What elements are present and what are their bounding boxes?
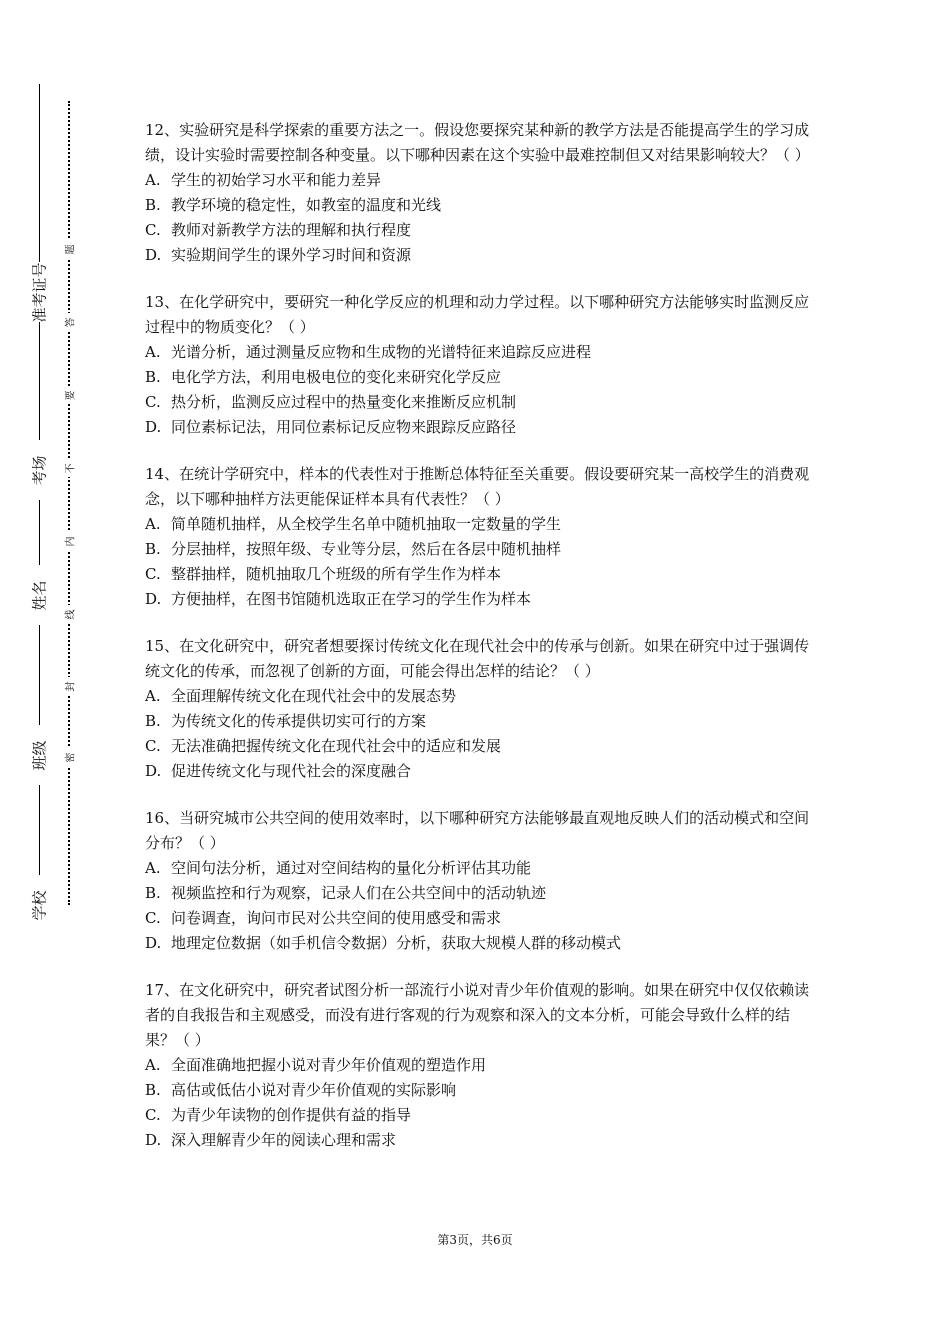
option-text: 问卷调查，询问市民对公共空间的使用感受和需求 (171, 909, 502, 927)
option-text: 教师对新教学方法的理解和执行程度 (171, 221, 412, 239)
option-letter: A. (145, 859, 161, 877)
question-list (145, 118, 817, 1175)
option-letter: B. (145, 1081, 161, 1099)
page-footer: 第3页，共6页 (437, 1233, 513, 1247)
option-a[interactable] (145, 340, 817, 365)
option-c[interactable] (145, 390, 817, 415)
option-c[interactable] (145, 562, 817, 587)
option-b[interactable] (145, 365, 817, 390)
option-letter: D. (145, 246, 162, 264)
class-label: 班级 (24, 725, 54, 785)
option-text: 简单随机抽样，从全校学生名单中随机抽取一定数量的学生 (171, 515, 562, 533)
question-stem: 16、当研究城市公共空间的使用效率时，以下哪种研究方法能够最直观地反映人们的活动模式和空间分布？（ ） (145, 809, 810, 852)
option-text: 地理定位数据（如手机信令数据）分析，获取大规模人群的移动模式 (171, 934, 622, 952)
option-letter: B. (145, 196, 161, 214)
option-b[interactable] (145, 193, 817, 218)
exam-number-label: 准考证号 (24, 262, 54, 322)
question-12 (145, 118, 817, 268)
option-letter: D. (145, 418, 162, 436)
option-letter: B. (145, 884, 161, 902)
question-stem: 15、在文化研究中，研究者想要探讨传统文化在现代社会中的传承与创新。如果在研究中过于强调传统文化的传承，而忽视了创新的方面，可能会得出怎样的结论？（ ） (145, 637, 810, 680)
question-stem: 17、在文化研究中，研究者试图分析一部流行小说对青少年价值观的影响。如果在研究中仅仅依赖读者的自我报告和主观感受，而没有进行客观的行为观察和深入的文本分析，可能会导致什么样的结果？（ ） (145, 981, 810, 1049)
option-letter: A. (145, 171, 161, 189)
option-text: 空间句法分析，通过对空间结构的量化分析评估其功能 (171, 859, 532, 877)
option-text: 热分析，监测反应过程中的热量变化来推断反应机制 (171, 393, 517, 411)
option-letter: B. (145, 368, 161, 386)
option-text: 学生的初始学习水平和能力差异 (171, 171, 382, 189)
option-letter: A. (145, 515, 161, 533)
name-label: 姓名 (24, 565, 54, 625)
option-a[interactable] (145, 512, 817, 537)
option-text: 视频监控和行为观察，记录人们在公共空间中的活动轨迹 (171, 884, 547, 902)
option-a[interactable] (145, 1053, 817, 1078)
option-b[interactable] (145, 1078, 817, 1103)
option-letter: D. (145, 762, 162, 780)
option-text: 深入理解青少年的阅读心理和需求 (171, 1131, 397, 1149)
option-c[interactable] (145, 1103, 817, 1128)
option-letter: D. (145, 1131, 162, 1149)
option-text: 为传统文化的传承提供切实可行的方案 (171, 712, 427, 730)
question-16 (145, 806, 817, 956)
option-c[interactable] (145, 906, 817, 931)
seal-char: 答 (60, 313, 78, 331)
option-b[interactable] (145, 537, 817, 562)
seal-char: 内 (60, 532, 78, 550)
question-stem: 12、实验研究是科学探索的重要方法之一。假设您要探究某种新的教学方法是否能提高学生的学习成绩，设计实验时需要控制各种变量。以下哪种因素在这个实验中最难控制但又对结果影响较大？（ ） (145, 121, 810, 164)
option-text: 整群抽样，随机抽取几个班级的所有学生作为样本 (171, 565, 502, 583)
question-15 (145, 634, 817, 784)
seal-line (68, 101, 70, 905)
option-text: 全面理解传统文化在现代社会中的发展态势 (171, 687, 457, 705)
question-stem: 14、在统计学研究中，样本的代表性对于推断总体特征至关重要。假设要研究某一高校学生的消费观念，以下哪种抽样方法更能保证样本具有代表性？（ ） (145, 465, 810, 508)
question-13 (145, 290, 817, 440)
option-d[interactable] (145, 1128, 817, 1153)
question-17 (145, 978, 817, 1153)
option-text: 光谱分析，通过测量反应物和生成物的光谱特征来追踪反应进程 (171, 343, 592, 361)
option-letter: C. (145, 393, 161, 411)
option-text: 无法准确把握传统文化在现代社会中的适应和发展 (171, 737, 502, 755)
question-14 (145, 462, 817, 612)
option-a[interactable] (145, 856, 817, 881)
option-a[interactable] (145, 168, 817, 193)
option-text: 方便抽样，在图书馆随机选取正在学习的学生作为样本 (171, 590, 532, 608)
option-text: 同位素标记法，用同位素标记反应物来跟踪反应路径 (171, 418, 517, 436)
binding-line (39, 84, 40, 920)
option-c[interactable] (145, 734, 817, 759)
option-d[interactable] (145, 931, 817, 956)
option-letter: C. (145, 909, 161, 927)
option-d[interactable] (145, 587, 817, 612)
seal-char: 密 (60, 748, 78, 766)
option-letter: B. (145, 540, 161, 558)
option-text: 教学环境的稳定性，如教室的温度和光线 (171, 196, 442, 214)
option-d[interactable] (145, 243, 817, 268)
seal-char: 封 (60, 677, 78, 695)
option-letter: C. (145, 221, 161, 239)
option-a[interactable] (145, 684, 817, 709)
question-stem: 13、在化学研究中，要研究一种化学反应的机理和动力学过程。以下哪种研究方法能够实时监测反应过程中的物质变化？（ ） (145, 293, 810, 336)
option-text: 电化学方法，利用电极电位的变化来研究化学反应 (171, 368, 502, 386)
option-letter: A. (145, 1056, 161, 1074)
option-b[interactable] (145, 709, 817, 734)
option-text: 为青少年读物的创作提供有益的指导 (171, 1106, 412, 1124)
option-letter: C. (145, 1106, 161, 1124)
option-letter: C. (145, 565, 161, 583)
option-text: 分层抽样，按照年级、专业等分层，然后在各层中随机抽样 (171, 540, 562, 558)
seal-char: 线 (60, 605, 78, 623)
option-text: 高估或低估小说对青少年价值观的实际影响 (171, 1081, 457, 1099)
seal-char: 题 (60, 240, 78, 258)
school-label: 学校 (24, 875, 54, 935)
option-letter: D. (145, 590, 162, 608)
option-letter: A. (145, 687, 161, 705)
option-letter: C. (145, 737, 161, 755)
option-text: 全面准确地把握小说对青少年价值观的塑造作用 (171, 1056, 487, 1074)
option-text: 实验期间学生的课外学习时间和资源 (171, 246, 412, 264)
option-c[interactable] (145, 218, 817, 243)
option-b[interactable] (145, 881, 817, 906)
option-d[interactable] (145, 759, 817, 784)
option-letter: D. (145, 934, 162, 952)
option-letter: A. (145, 343, 161, 361)
seal-char: 要 (60, 386, 78, 404)
seal-char: 不 (60, 459, 78, 477)
exam-room-label: 考场 (24, 440, 54, 500)
option-text: 促进传统文化与现代社会的深度融合 (171, 762, 412, 780)
option-d[interactable] (145, 415, 817, 440)
option-letter: B. (145, 712, 161, 730)
